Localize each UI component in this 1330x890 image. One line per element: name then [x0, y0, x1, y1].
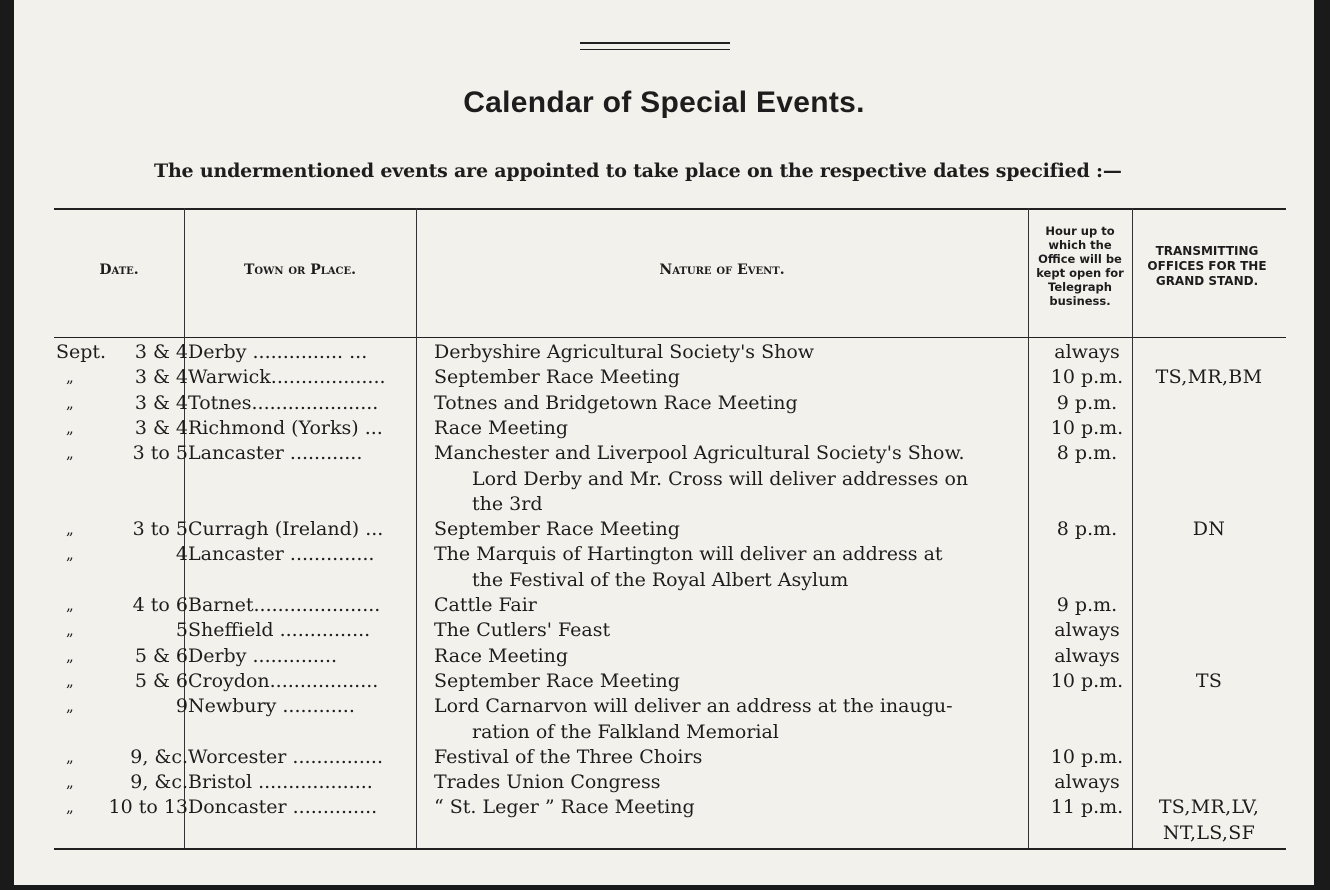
town-place: Curragh (Ireland) ... — [188, 518, 384, 541]
event-nature: Cattle Fair — [434, 594, 537, 616]
date-days: 10 to 13 — [108, 796, 188, 819]
table-row — [14, 694, 1314, 719]
date-days: 9, &c. — [130, 771, 188, 794]
table-row — [14, 795, 1314, 820]
town-place: Derby .............. — [188, 644, 338, 667]
table-row — [14, 467, 1314, 492]
header-offices: TRANSMITTING OFFICES FOR THE GRAND STAND. — [1147, 244, 1267, 288]
date-month: „ — [66, 393, 74, 412]
event-nature: September Race Meeting — [434, 366, 680, 389]
table-row — [14, 542, 1314, 567]
transmitting-offices: NT,LS,SF — [1162, 821, 1256, 844]
table-row — [14, 568, 1314, 593]
page-title: Calendar of Special Events. — [463, 86, 865, 119]
date-month: „ — [66, 418, 74, 437]
office-hour: 10 p.m. — [1050, 669, 1124, 692]
table-row — [14, 770, 1314, 795]
office-hour: 10 p.m. — [1050, 366, 1124, 389]
date-days: 9 — [175, 695, 188, 718]
date-days: 3 & 4 — [134, 416, 188, 439]
town-place: Croydon.................. — [188, 669, 379, 692]
event-continuation: the Festival of the Royal Albert Asylum — [472, 568, 849, 591]
event-nature: Race Meeting — [434, 644, 569, 667]
event-nature: Trades Union Congress — [434, 771, 661, 794]
office-hour: always — [1054, 341, 1120, 363]
office-hour: always — [1054, 771, 1120, 794]
date-days: 4 — [175, 543, 188, 566]
event-nature: September Race Meeting — [434, 518, 680, 541]
transmitting-offices: TS — [1195, 669, 1223, 692]
table-row — [14, 340, 1314, 365]
town-place: Lancaster .............. — [188, 543, 375, 566]
event-continuation: Lord Derby and Mr. Cross will deliver addresses on — [472, 467, 969, 490]
table-top-rule — [54, 208, 1286, 210]
date-days: 3 & 4 — [134, 391, 188, 414]
date-month: „ — [66, 747, 74, 766]
date-month: „ — [66, 798, 74, 817]
office-hour: 8 p.m. — [1056, 518, 1118, 541]
town-place: Barnet..................... — [188, 594, 381, 616]
table-row — [14, 416, 1314, 441]
table-row — [14, 517, 1314, 542]
office-hour: 11 p.m. — [1050, 796, 1124, 819]
date-month: „ — [66, 444, 74, 463]
date-month: „ — [66, 621, 74, 640]
header-hour: Hour up to which the Office will be kept open for Telegraph business. — [1036, 224, 1124, 308]
office-hour: 9 p.m. — [1056, 391, 1118, 414]
town-place: Richmond (Yorks) ... — [188, 416, 383, 439]
table-row — [14, 669, 1314, 694]
town-place: Lancaster ............ — [188, 442, 363, 465]
table-row — [14, 745, 1314, 770]
office-hour: 10 p.m. — [1050, 416, 1124, 439]
event-nature: The Marquis of Hartington will deliver an address at — [434, 543, 943, 566]
date-month: „ — [66, 697, 74, 716]
event-continuation: the 3rd — [472, 492, 543, 515]
table-row — [14, 391, 1314, 416]
table-row — [14, 365, 1314, 390]
transmitting-offices: DN — [1192, 518, 1226, 541]
event-nature: Derbyshire Agricultural Society's Show — [434, 341, 815, 363]
date-month: Sept. — [56, 341, 107, 363]
date-days: 3 to 5 — [132, 518, 188, 541]
date-days: 5 — [175, 619, 188, 642]
date-days: 3 & 4 — [134, 341, 188, 363]
table-row — [14, 593, 1314, 618]
event-nature: Manchester and Liverpool Agricultural Society's Show. — [434, 442, 965, 465]
town-place: Warwick................... — [188, 366, 386, 389]
date-month: „ — [66, 520, 74, 539]
transmitting-offices: TS,MR,LV, — [1158, 796, 1260, 819]
transmitting-offices: TS,MR,BM — [1155, 366, 1263, 389]
header-place: Town or Place. — [243, 262, 357, 278]
date-days: 5 & 6 — [134, 644, 188, 667]
document-page — [14, 0, 1314, 885]
table-row — [14, 821, 1314, 846]
date-month: „ — [66, 773, 74, 792]
date-days: 5 & 6 — [134, 669, 188, 692]
date-month: „ — [66, 671, 74, 690]
date-days: 3 to 5 — [132, 442, 188, 465]
event-continuation: ration of the Falkland Memorial — [472, 720, 779, 743]
office-hour: always — [1054, 619, 1120, 642]
event-nature: Totnes and Bridgetown Race Meeting — [434, 391, 798, 414]
office-hour: 9 p.m. — [1056, 594, 1118, 616]
town-place: Derby ............... ... — [188, 341, 368, 363]
header-date: Date. — [99, 262, 139, 278]
office-hour: always — [1054, 644, 1120, 667]
table-row — [14, 644, 1314, 669]
town-place: Worcester ............... — [188, 745, 383, 768]
town-place: Bristol ................... — [188, 771, 373, 794]
town-place: Sheffield ............... — [188, 619, 371, 642]
town-place: Totnes..................... — [188, 391, 379, 414]
date-month: „ — [66, 368, 74, 387]
date-month: „ — [66, 596, 74, 614]
date-days: 4 to 6 — [132, 594, 188, 616]
intro-text: The undermentioned events are appointed to take place on the respective dates specified :— — [154, 160, 1122, 182]
table-row — [14, 492, 1314, 517]
event-nature: Lord Carnarvon will deliver an address at the inaugu- — [434, 695, 953, 718]
date-days: 9, &c. — [130, 745, 188, 768]
table-row — [14, 720, 1314, 745]
office-hour: 10 p.m. — [1050, 745, 1124, 768]
event-nature: “ St. Leger ” Race Meeting — [434, 796, 695, 819]
event-nature: Race Meeting — [434, 416, 569, 439]
town-place: Newbury ............ — [188, 695, 355, 718]
event-nature: Festival of the Three Choirs — [434, 745, 703, 768]
date-month: „ — [66, 646, 74, 665]
office-hour: 8 p.m. — [1056, 442, 1118, 465]
table-row — [14, 441, 1314, 466]
table-row — [14, 618, 1314, 643]
town-place: Doncaster .............. — [188, 796, 378, 819]
ornamental-rule — [580, 42, 730, 50]
event-nature: September Race Meeting — [434, 669, 680, 692]
header-bottom-rule — [54, 337, 1286, 338]
table-bottom-rule — [54, 848, 1286, 850]
date-days: 3 & 4 — [134, 366, 188, 389]
date-month: „ — [66, 545, 74, 564]
event-nature: The Cutlers' Feast — [434, 619, 611, 642]
header-nature: Nature of Event. — [659, 262, 785, 278]
